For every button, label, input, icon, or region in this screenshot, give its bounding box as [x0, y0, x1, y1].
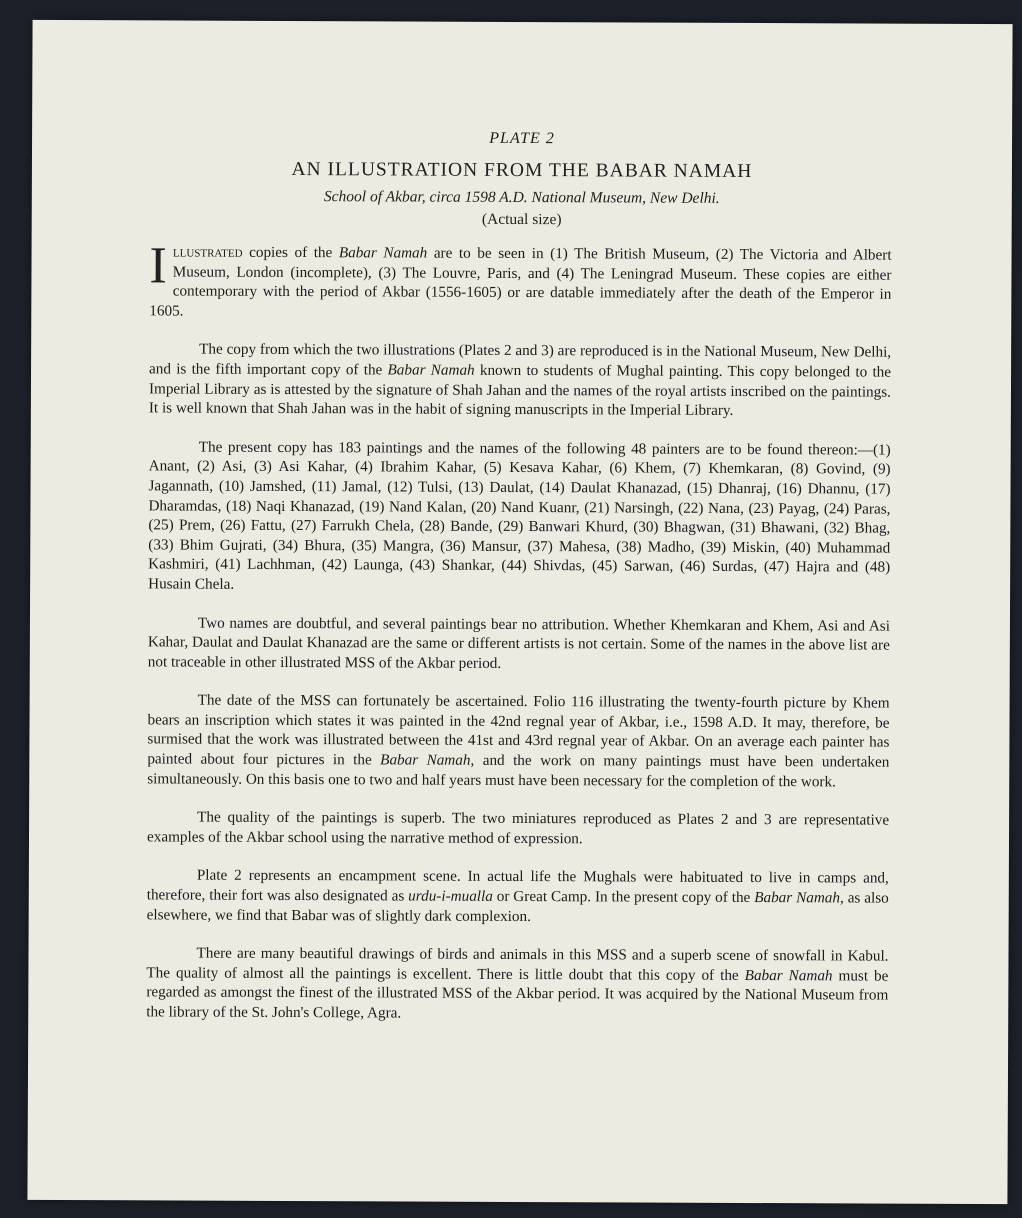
drop-cap: I [149, 237, 167, 295]
page-title: AN ILLUSTRATION FROM THE BABAR NAMAH [291, 158, 753, 183]
document-body [146, 237, 892, 1044]
page-header [32, 128, 1012, 231]
plate-number: PLATE 2 [489, 129, 555, 148]
paragraph-3: The present copy has 183 paintings and the names of the following 48 painters are to be found thereon:—(1) Anant, (2) Asi, (3) Asi Kahar, (4) Ibrahim Kahar, (5) Kesava Kahar, (6) Khem, (7) Khemkaran, (8) Govind, (9) Jagannath, (10) Jamshed, (11) Jamal, (12) Tulsi, (13) Daulat, (14) Daulat Khanazad, (15) Dhanraj, (16) Dhannu, (17) Dharamdas, (18) Naqi Khanazad, (19) Nand Kalan, (20) Nand Kuanr, (21) Narsingh, (22) Nana, (23) Payag, (24) Paras, (25) Prem, (26) Fattu, (27) Farrukh Chela, (28) Bande, (29) Banwari Khurd, (30) Bhagwan, (31) Bhawani, (32) Bhag, (33) Bhim Gujrati, (34) Bhura, (35) Mangra, (36) Mansur, (37) Mahesa, (38) Madho, (39) Miskin, (40) Muhammad Kashmiri, (41) Lachhman, (42) Launga, (43) Shankar, (44) Shivdas, (45) Sarwan, (46) Surdas, (47) Hajra and (48) Husain Chela. [148, 438, 891, 593]
size-note: (Actual size) [481, 210, 562, 229]
paragraph-5: The date of the MSS can fortunately be ascertained. Folio 116 illustrating the twenty-fourth picture by Khem bears an inscription which states it was painted in the 42nd regnal year of Akbar, i.e., 1598 A.D. It may, therefore, be surmised that the work was illustrated between the 41st and 43rd regnal year of Akbar. On an average each painter has painted about four pictures in the Babar Namah, and the work on many paintings must have been undertaken simultaneously. On this basis one to two and half years must have been necessary for the completion of the work. [147, 691, 890, 791]
paragraph-6: The quality of the paintings is superb. The two miniatures reproduced as Plates 2 and 3 are representative examples of the Akbar school using the narrative method of expression. [146, 808, 890, 848]
page-subtitle: School of Akbar, circa 1598 A.D. National Museum, New Delhi. [323, 188, 720, 207]
paragraph-2: The copy from which the two illustrations (Plates 2 and 3) are reproduced is in the National Museum, New Delhi, and is the fifth important copy of the Babar Namah known to students of Mughal painting. This copy belonged to the Imperial Library as is attested by the signature of Shah Jahan and the names of the royal artists inscribed on the paintings. It is well known that Shah Jahan was in the habit of signing manuscripts in the Imperial Library. [148, 340, 892, 420]
paragraph-1: Illustrated copies of the Babar Namah are to be seen in (1) The British Museum, (2) The Victoria and Albert Museum, London (incomplete), (3) The Louvre, Paris, and (4) The Leningrad Museum. These copies are either contemporary with the period of Akbar (1556-1605) or are datable immediately after the death of the Emperor in 1605. [149, 237, 892, 320]
document-page [27, 20, 1012, 1204]
paragraph-7: Plate 2 represents an encampment scene. In actual life the Mughals were habituated to live in camps and, therefore, their fort was also designated as urdu-i-mualla or Great Camp. In the present copy of the Babar Namah, as also elsewhere, we find that Babar was of slightly dark complexion. [146, 867, 889, 925]
paragraph-4: Two names are doubtful, and several paintings bear no attribution. Whether Khemkaran and Khem, Asi and Asi Kahar, Daulat and Daulat Khanazad are the same or different artists is not certain. Some of the names in the above list are not traceable in other illustrated MSS of the Akbar period. [147, 614, 890, 672]
paragraph-8: There are many beautiful drawings of birds and animals in this MSS and a superb scene of snowfall in Kabul. The quality of almost all the paintings is excellent. There is little doubt that this copy of the Babar Namah must be regarded as amongst the finest of the illustrated MSS of the Akbar period. It was acquired by the National Museum from the library of the St. John's College, Agra. [146, 944, 889, 1022]
